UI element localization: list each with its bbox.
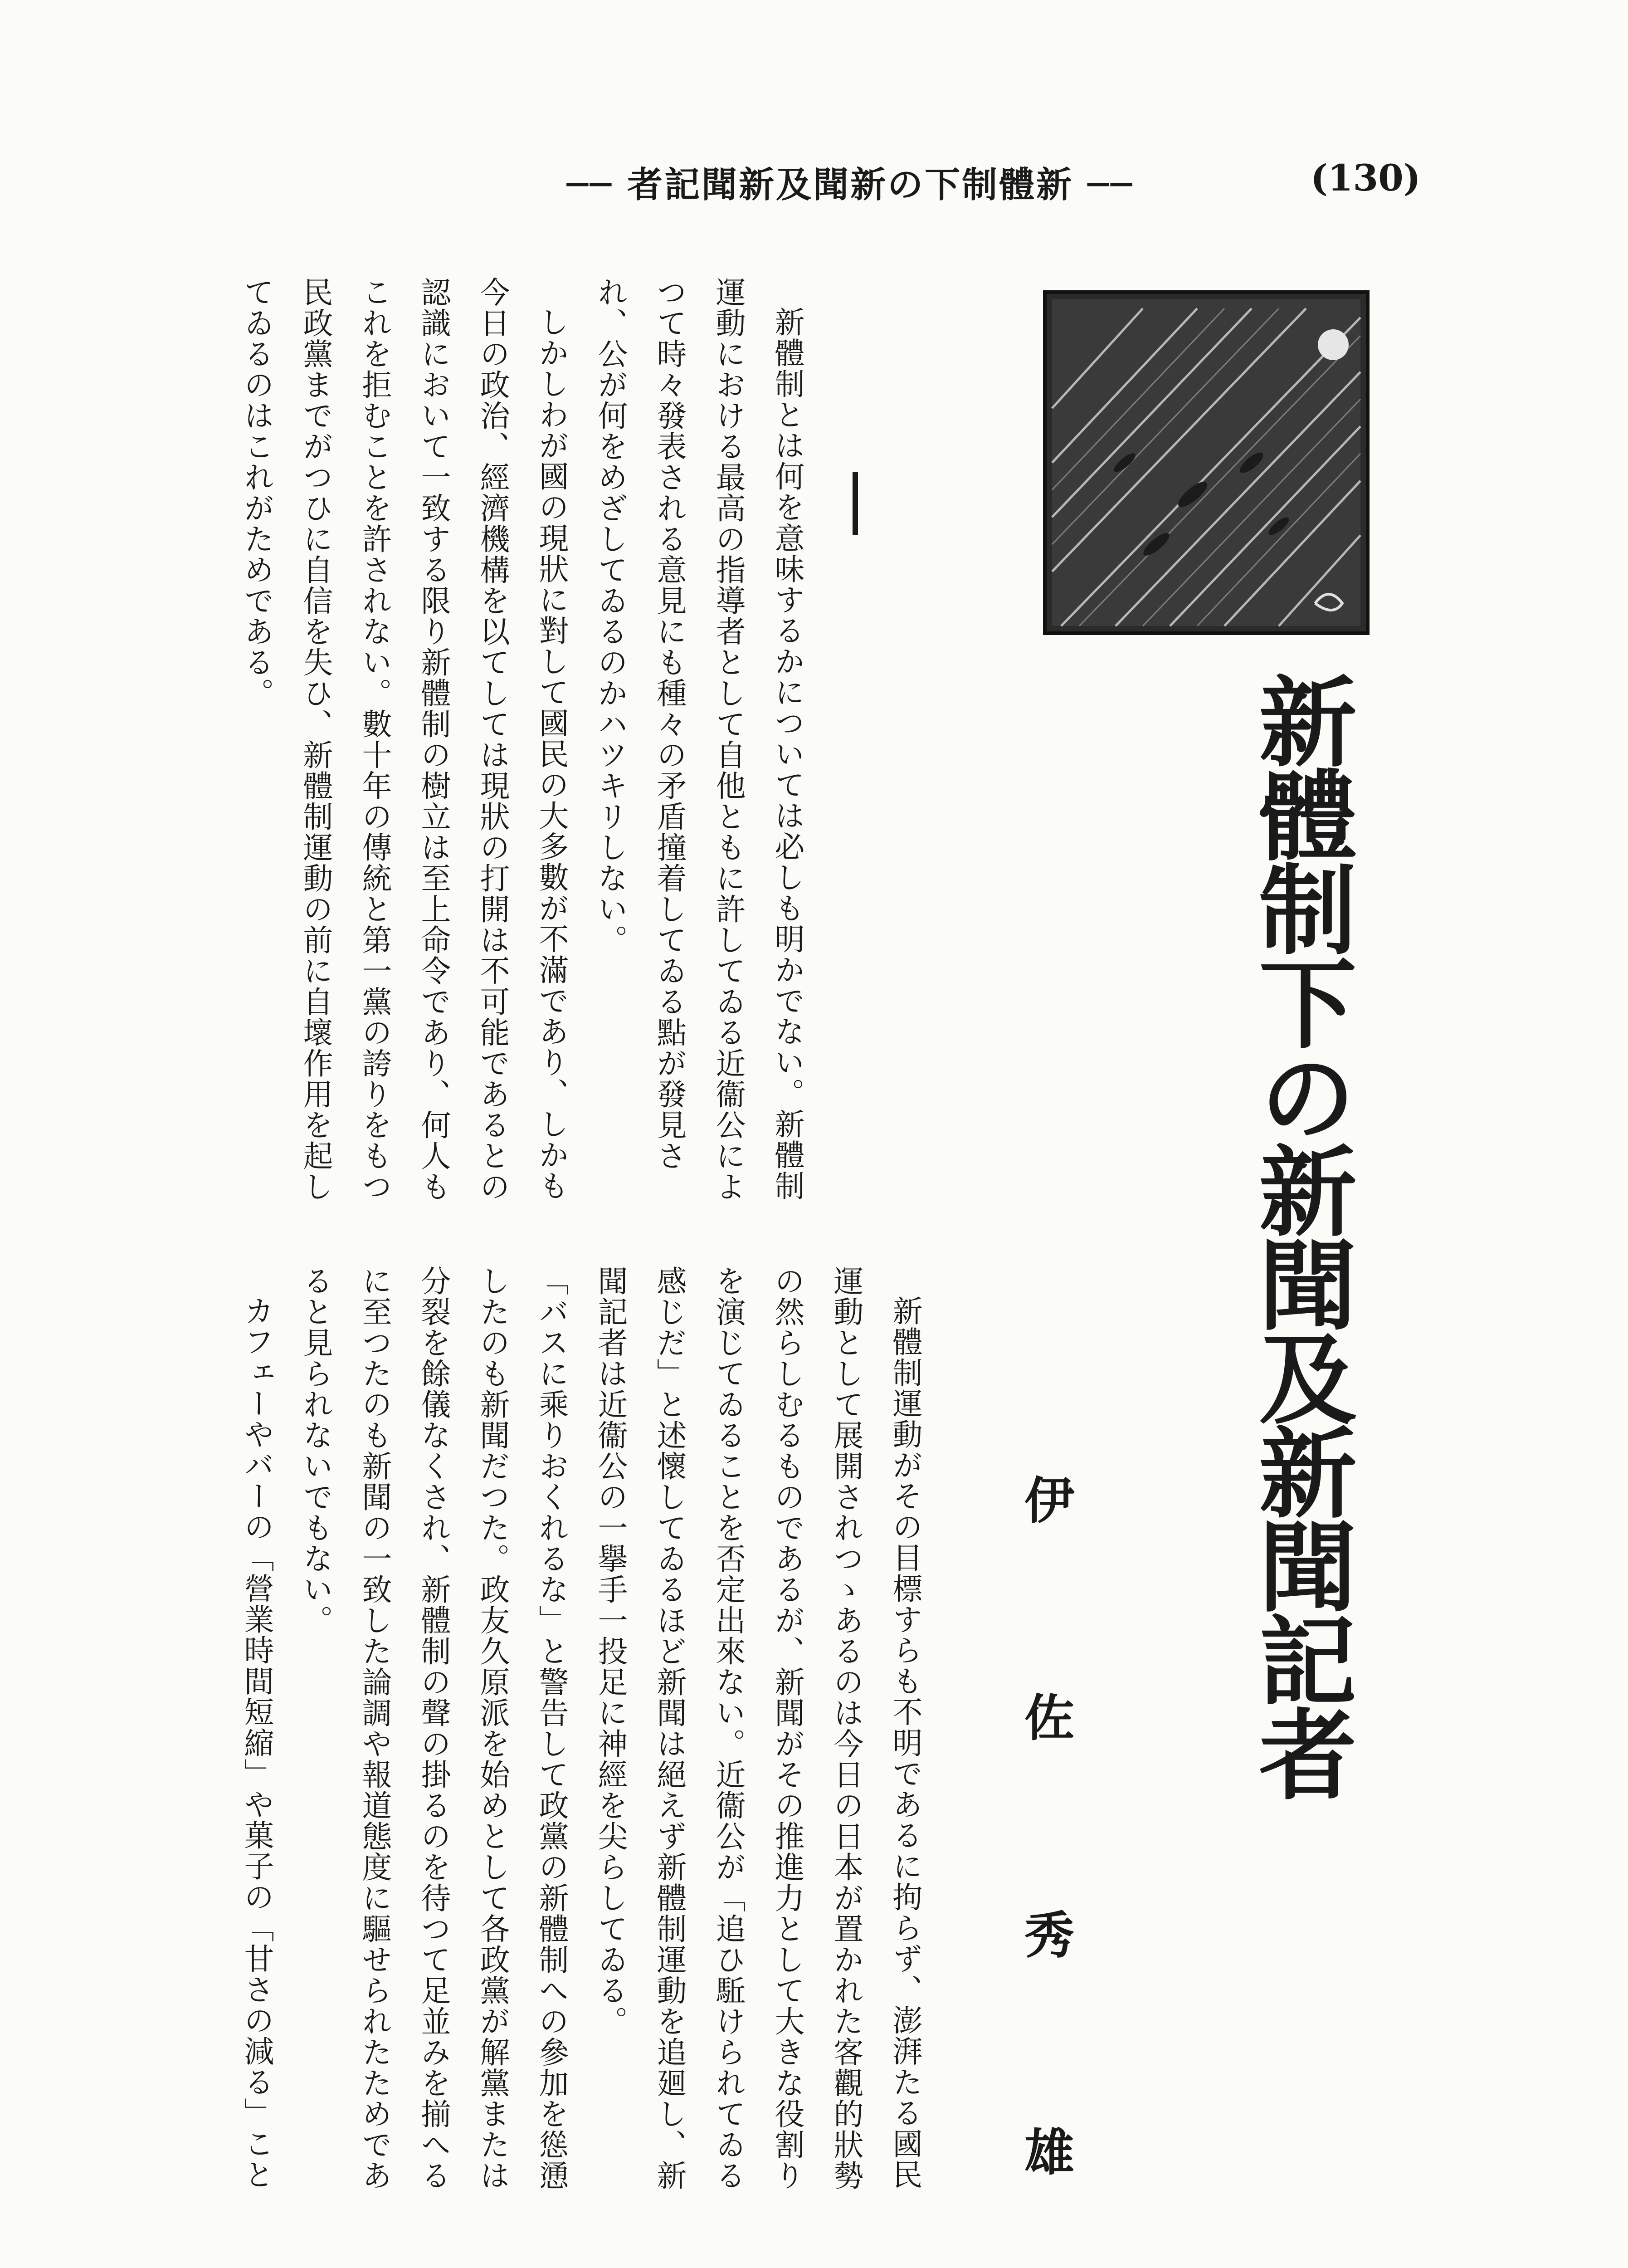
page-number: (130) <box>1311 156 1421 199</box>
text-column: 運動として展開されつゝあるのは今日の日本が置かれた客觀的狀勢 <box>829 1266 863 2191</box>
text-column: つて時々發表される意見にも種々の矛盾撞着してゐる點が發見さ <box>652 277 687 1171</box>
text-column: これを拒むことを許されない。數十年の傳統と第一黨の誇りをもつ <box>357 277 392 1202</box>
text-column: カフェーやバーの「營業時間短縮」や菓子の「甘さの減る」こと <box>239 1295 274 2190</box>
text-column: ると見られないでもない。 <box>298 1266 333 1636</box>
text-column: 新體制運動がその目標すらも不明であるに拘らず、澎湃たる國民 <box>887 1295 922 2190</box>
text-column: しかしわが國の現狀に對して國民の大多數が不滿であり、しかも <box>534 307 569 1201</box>
upper-text-block <box>227 277 816 1202</box>
sketch-illustration <box>1043 290 1370 635</box>
text-column: 新體制とは何を意味するかについては必しも明かでない。新體制 <box>770 307 804 1201</box>
text-column: 聞記者は近衞公の一擧手一投足に神經を尖らしてゐる。 <box>593 1266 628 2037</box>
lower-text-block <box>227 1266 934 2218</box>
text-column: したのも新聞だつた。政友久原派を始めとして各政黨が解黨または <box>475 1266 510 2191</box>
text-column: に至つたのも新聞の一致した論調や報道態度に驅せられたためであ <box>357 1266 392 2191</box>
text-column: れ、公が何をめざしてゐるのかハツキリしない。 <box>593 277 628 955</box>
text-column: 分裂を餘儀なくされ、新體制の聲の掛るのを待つて足並みを揃へる <box>416 1266 451 2191</box>
text-column: を演じてゐることを否定出來ない。近衞公が「追ひ駈けられてゐる <box>711 1266 746 2191</box>
article-title: 新體制下の新聞及新聞記者 <box>1243 671 1358 1798</box>
text-column: 今日の政治、經濟機構を以てしては現狀の打開は不可能であるとの <box>475 277 510 1202</box>
illustration-drawing <box>1043 290 1370 635</box>
author-name: 伊 佐 秀 雄 <box>1016 1474 1075 2230</box>
text-column: の然らしむるものであるが、新聞がその推進力として大きな役割り <box>770 1266 804 2191</box>
running-head: ── 者記聞新及聞新の下制體新 ── <box>567 164 1134 205</box>
text-column: 民政黨までがつひに自信を失ひ、新體制運動の前に自壞作用を起し <box>298 277 333 1202</box>
text-column: 感じだ」と述懷してゐるほど新聞は絕えず新體制運動を追廻し、新 <box>652 1266 687 2191</box>
text-column: 「バスに乘りおくれるな」と警告して政黨の新體制への參加を慫慂 <box>534 1266 569 2191</box>
text-column: 運動における最高の指導者として自他ともに許してゐる近衞公によ <box>711 277 746 1202</box>
text-column: てゐるのはこれがためである。 <box>239 277 274 709</box>
text-column: 認識において一致する限り新體制の樹立は至上命令であり、何人も <box>416 277 451 1202</box>
section-number-mark <box>853 472 858 535</box>
